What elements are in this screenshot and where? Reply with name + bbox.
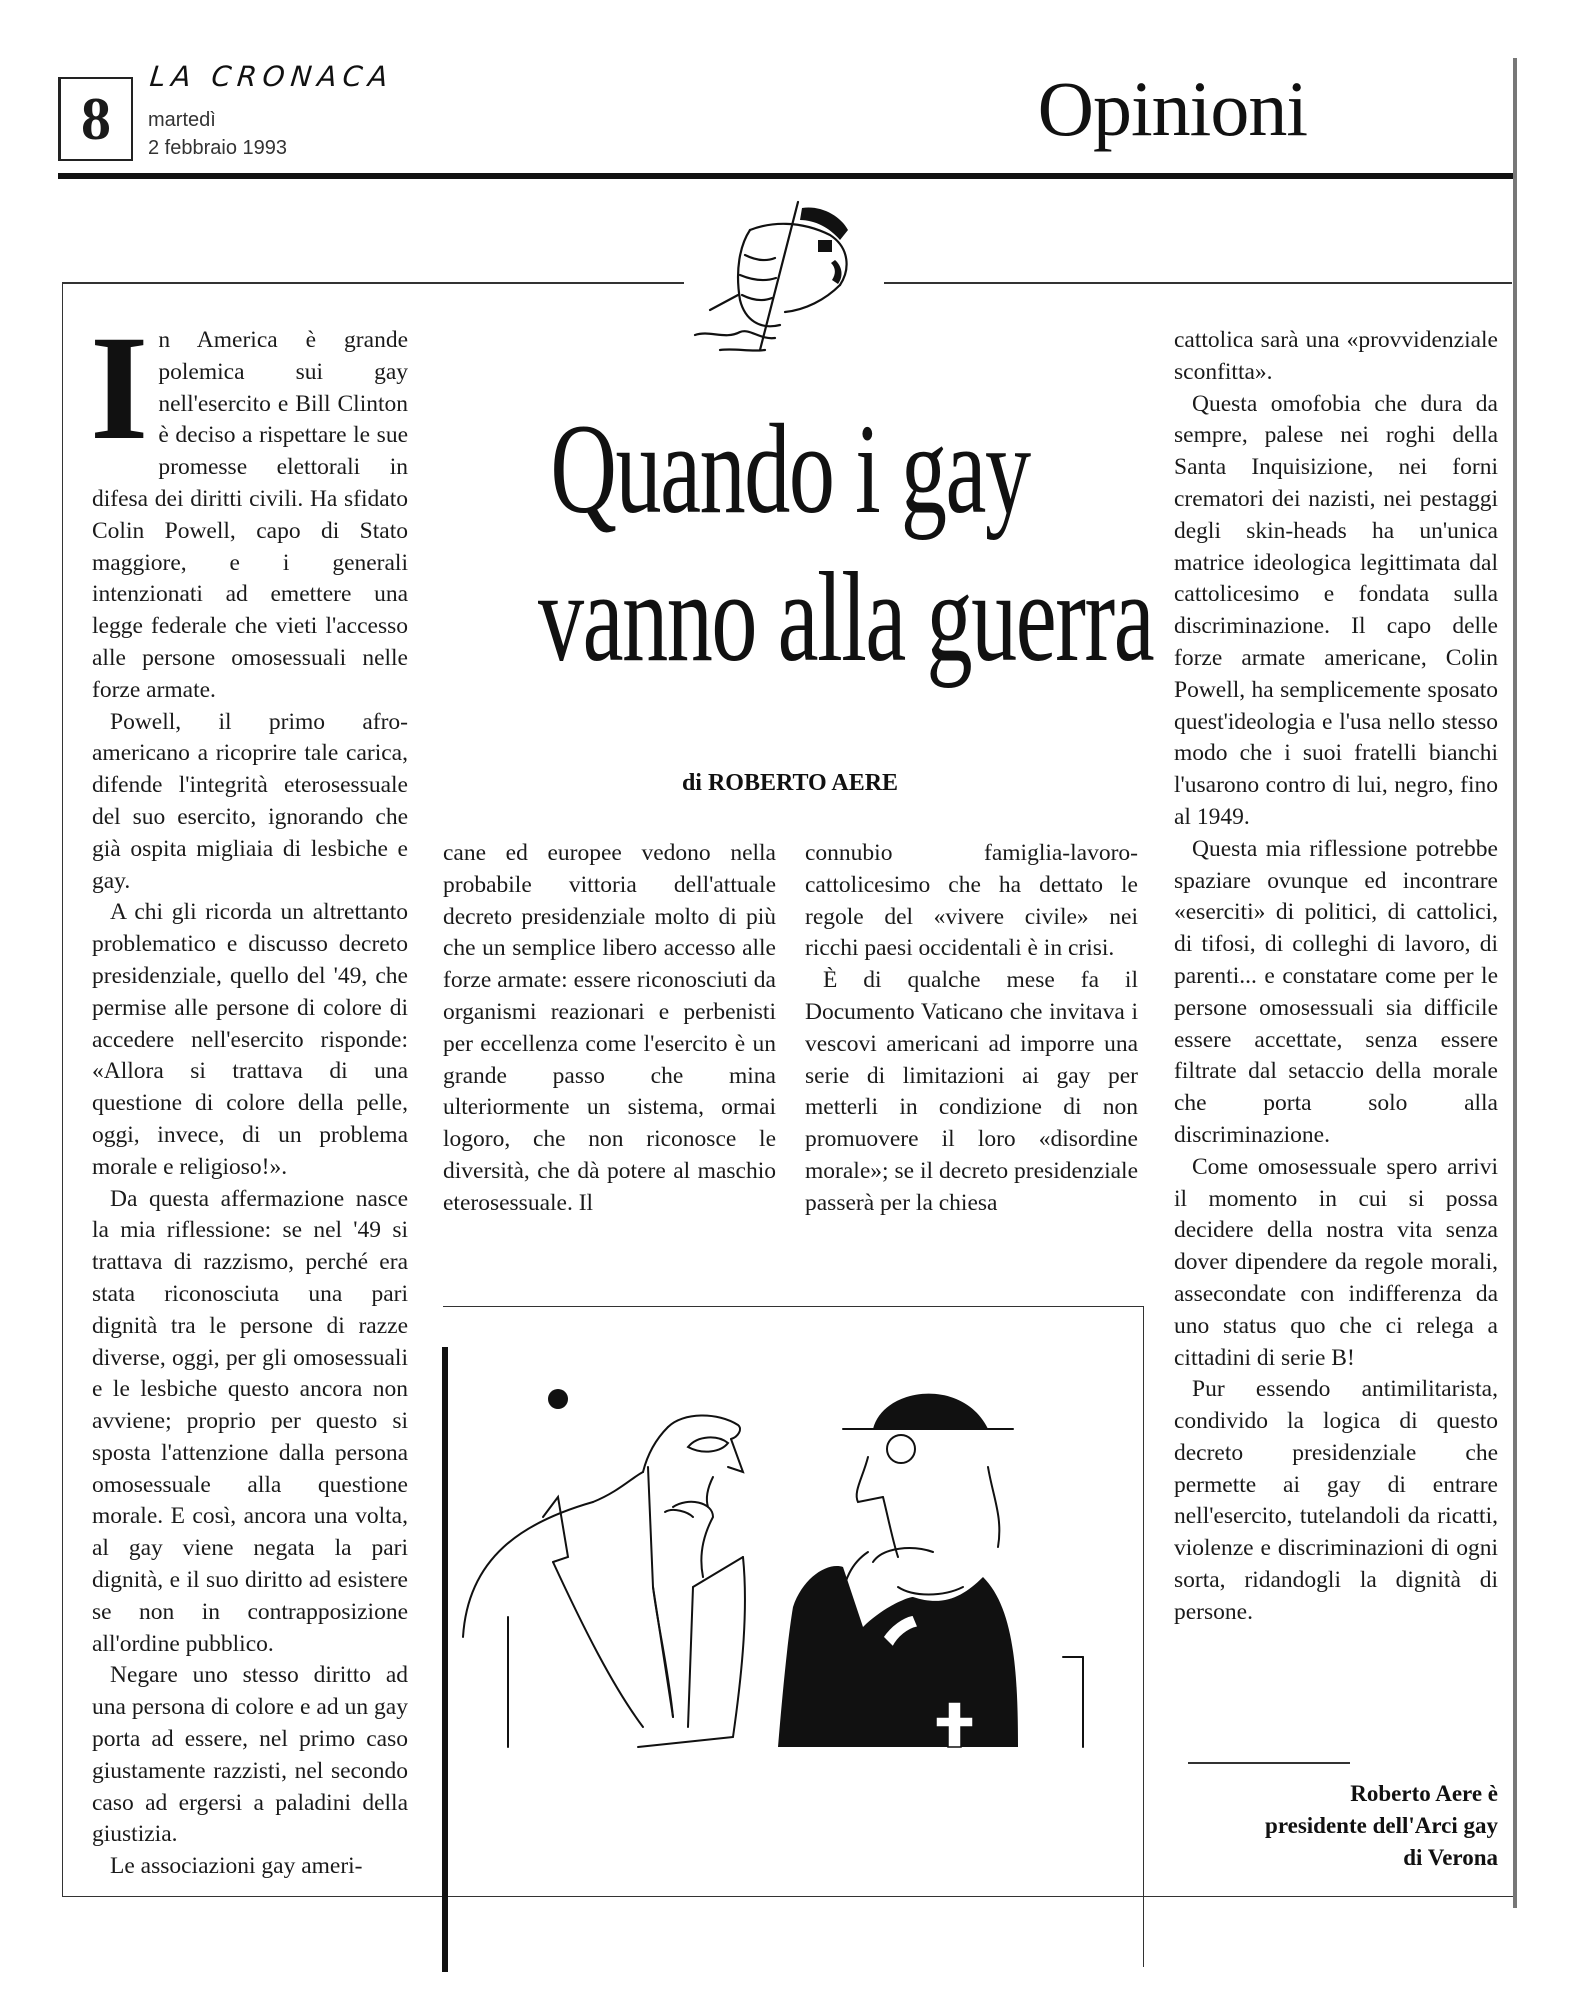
page-number-box: [58, 77, 133, 161]
dateline: [148, 106, 287, 162]
paragraph: cattolica sarà una «provvidenziale sconfitta».: [1174, 327, 1498, 385]
headline-line-1: Quando i gay: [550, 398, 1030, 540]
clipping-edge: [1513, 58, 1517, 1908]
paragraph: Questa omofobia che dura da sempre, palese nei roghi della Santa Inquisizione, nei forni crematori dei nazisti, nei pestaggi degli skin-heads ha un'unica matrice ideologica legittimata dal cattolicesimo e fondata sulla discriminazione. Il capo delle forze armate americane, Colin Powell, ha semplicemente sposato quest'ideologia e l'usa nello stesso modo che i suoi fratelli bianchi l'usarono contro di lui, negro, fino al 1949.: [1174, 390, 1498, 830]
paragraph: Powell, il primo afro-americano a ricoprire tale carica, difende l'integrità eterosessuale del suo esercito, ignorando che già ospita migliaia di lesbiche e gay.: [92, 708, 408, 894]
article-column-2: [443, 838, 776, 1220]
paragraph: Questa mia riflessione potrebbe spaziare ovunque ed incontrare «eserciti» di politici, di cattolici, di tifosi, di colleghi di lavoro, di parenti... e constatare come per le persone omosessuali sia difficile essere accettate, senza essere filtrate dal setaccio della morale che porta solo alla discriminazione.: [1174, 835, 1498, 1148]
cartoon-illustration: [443, 1306, 1144, 1967]
weekday: martedì: [148, 109, 216, 131]
page-number: 8: [81, 86, 111, 152]
paragraph: In America è grande polemica sui gay nell'esercito e Bill Clinton è deciso a rispettare le sue promesse elettorali in difesa dei diritti civili. Ha sfidato Colin Powell, capo di Stato maggiore, e i generali intenzionati ad emettere una legge federale che vieti l'accesso alle persone omosessuali nelle forze armate.: [90, 305, 408, 703]
paragraph: Le associazioni gay ameri-: [110, 1853, 363, 1880]
byline: di ROBERTO AERE: [681, 770, 899, 796]
handwritten-newspaper-name: LA CRONACA: [148, 60, 396, 93]
doctor-priest-cartoon-icon: [443, 1307, 1143, 1967]
drop-cap: I: [90, 305, 149, 471]
paragraph: Da questa affermazione nasce la mia riflessione: se nel '49 si trattava di razzismo, perché era stata riconosciuta una pari dignità tra le persone di razze diverse, oggi, per gli omosessuali e le lesbiche questo ancora non avviene; proprio per questo si sposta l'attenzione dalla persona omosessuale alla questione morale. E così, ancora una volta, al gay viene negata la pari dignità, e il suo diritto ad esistere se non in contrapposizione all'ordine pubblico.: [92, 1185, 408, 1657]
paragraph: A chi gli ricorda un altrettanto problematico e discusso decreto presidenziale, quello del '49, che permise alle persone di colore di accedere nell'esercito risponde: «Allora si trattava di una questione di colore della pelle, oggi, invece, di un problema morale e religioso!».: [92, 899, 408, 1180]
frame-top-rule-right: [884, 282, 1512, 284]
paragraph: connubio famiglia-lavoro-cattolicesimo che ha dettato le regole del «vivere civile» nei ricchi paesi occidentali è in crisi.: [805, 840, 1138, 962]
masthead-rule: [58, 173, 1515, 179]
paragraph: È di qualche mese fa il Documento Vaticano che invitava i vescovi americani ad imporre una serie di limitazioni ai gay per metterli in condizione di non promuovere il loro «disordine morale»; se il decreto presidenziale passerà per la chiesa: [805, 967, 1138, 1216]
section-title: Opinioni: [1037, 65, 1307, 152]
frame-top-rule-left: [62, 282, 684, 284]
headline: [538, 395, 1154, 691]
article-column-3: [805, 838, 1138, 1220]
paragraph: cane ed europee vedono nella probabile vittoria dell'attuale decreto presidenziale molto di più che un semplice libero accesso alle forze armate: essere riconosciuti da organismi reazionari e perbenisti per eccellenza come l'esercito è un grande passo che mina ulteriormente un sistema, ormai logoro, che non riconosce le diversità, che dà potere al maschio eterosessuale. Il: [443, 840, 776, 1216]
article-column-1: [90, 305, 408, 1883]
paragraph: Negare uno stesso diritto ad una persona di colore e ad un gay porta ad essere, nel primo caso giustamente razzisti, nel secondo caso ad ergersi a paladini della giustizia.: [92, 1662, 408, 1848]
signature-rule: [1188, 1762, 1350, 1764]
article-column-4: [1174, 325, 1498, 1629]
pen-hand-illustration-icon: [690, 200, 880, 360]
headline-line-2: vanno alla guerra: [538, 546, 1154, 688]
paragraph: Pur essendo antimilitarista, condivido la logica di questo decreto presidenziale che permette ai gay di entrare nell'esercito, tutelandoli da ricatti, violenze e discriminazioni di ogni sorta, ridandogli la dignità di persone.: [1174, 1376, 1498, 1625]
author-note: Roberto Aere è presidente dell'Arci gay di Verona: [1265, 1781, 1498, 1870]
publication-date: 2 febbraio 1993: [148, 137, 288, 159]
paragraph: Come omosessuale spero arrivi il momento in cui si possa decidere della nostra vita senza dover dipendere da regole morali, assecondate con indifferenza da uno status quo che ci relega a cittadini di serie B!: [1174, 1153, 1498, 1371]
